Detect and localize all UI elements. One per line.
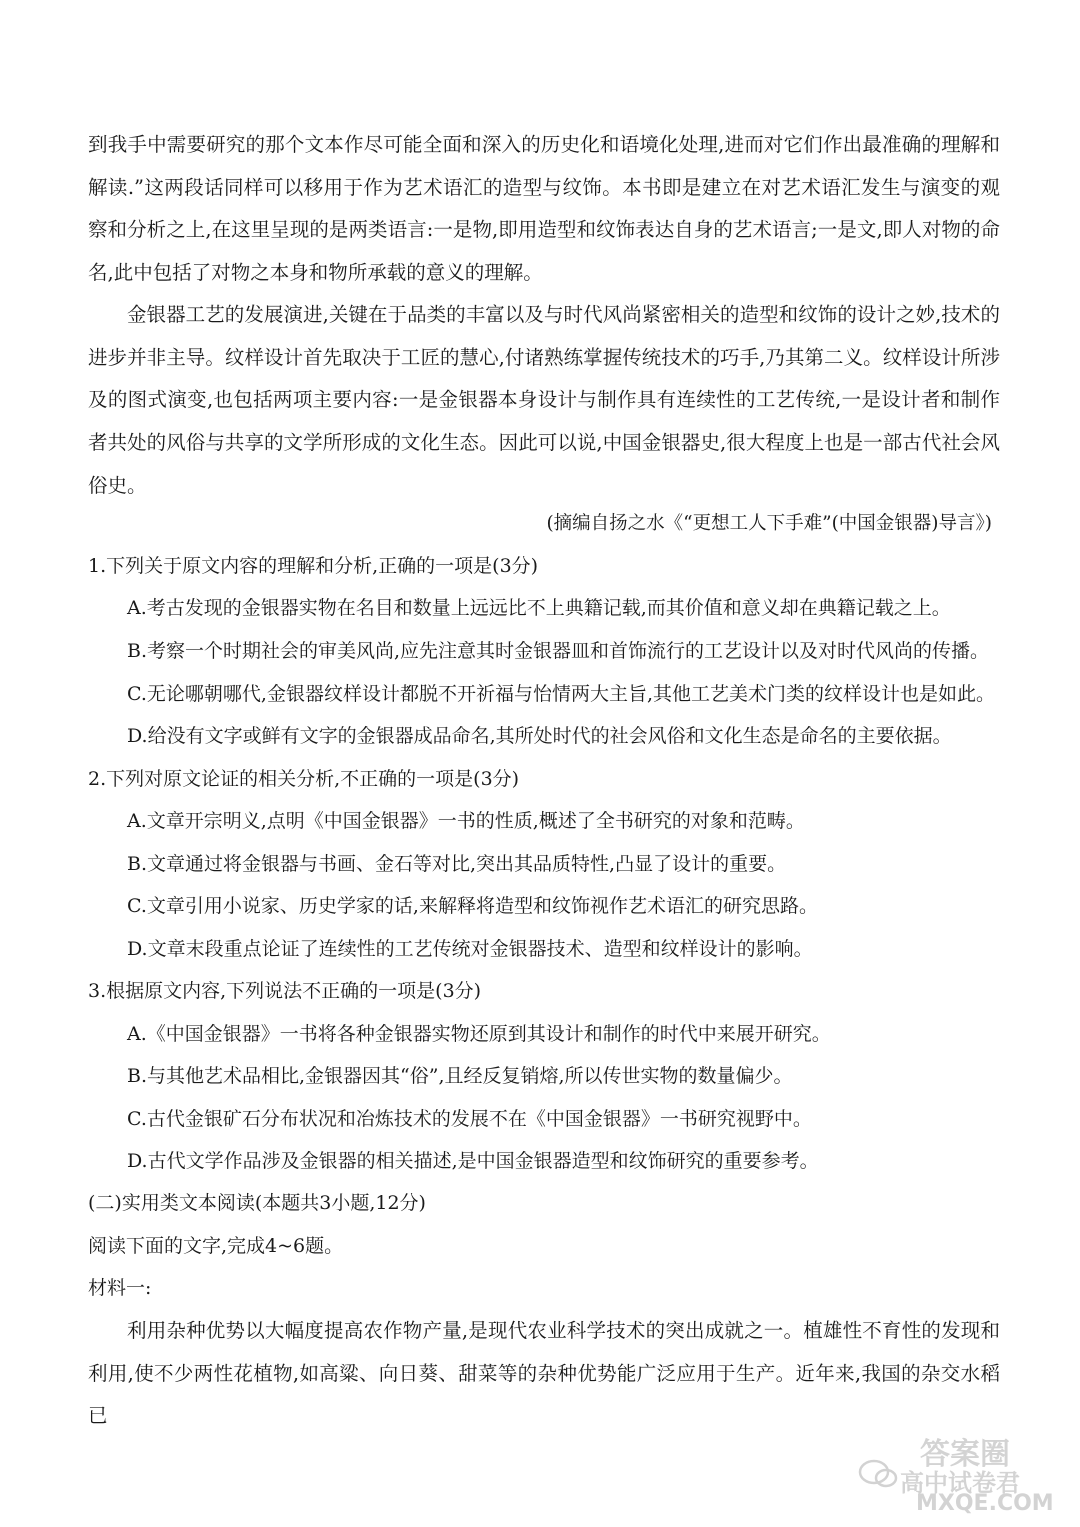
question-2-stem: 2.下列对原文论证的相关分析,不正确的一项是(3分) bbox=[88, 768, 520, 790]
section-2-instruction: 阅读下面的文字,完成4~6题。 bbox=[88, 1235, 344, 1257]
question-1-option-b: B.考察一个时期社会的审美风尚,应先注意其时金银器皿和首饰流行的工艺设计以及对时代风尚的传播。 bbox=[127, 640, 990, 662]
watermark-logo-text: 答案圈 bbox=[920, 1437, 1010, 1472]
section-2-heading: (二)实用类文本阅读(本题共3小题,12分) bbox=[88, 1192, 426, 1214]
question-2-option-b: B.文章通过将金银器与书画、金石等对比,突出其品质特性,凸显了设计的重要。 bbox=[127, 853, 787, 875]
material-1-label: 材料一: bbox=[88, 1277, 152, 1299]
passage-paragraph-1: 到我手中需要研究的那个文本作尽可能全面和深入的历史化和语境化处理,进而对它们作出最准确的理解和解读.”这两段话同样可以移用于作为艺术语汇的造型与纹饰。本书即是建立在对艺术语汇发生与演变的观察和分析之上,在这里呈现的是两类语言:一是物,即用造型和纹饰表达自身的艺术语言;一是文,即人对物的命名,此中包括了对物之本身和物所承载的意义的理解。 bbox=[88, 133, 1000, 285]
passage-paragraph-2: 金银器工艺的发展演进,关键在于品类的丰富以及与时代风尚紧密相关的造型和纹饰的设计之妙,技术的进步并非主导。纹样设计首先取决于工匠的慧心,付诸熟练掌握传统技术的巧手,乃其第二义。纹样设计所涉及的图式演变,也包括两项主要内容:一是金银器本身设计与制作具有连续性的工艺传统,一是设计者和制作者共处的风俗与共享的文学所形成的文化生态。因此可以说,中国金银器史,很大程度上也是一部古代社会风俗史。 bbox=[88, 303, 1000, 497]
question-3-option-a: A.《中国金银器》一书将各种金银器实物还原到其设计和制作的时代中来展开研究。 bbox=[127, 1023, 831, 1045]
question-1-stem: 1.下列关于原文内容的理解和分析,正确的一项是(3分) bbox=[88, 555, 539, 577]
chat-bubble-icon bbox=[858, 1459, 898, 1489]
question-1-option-a: A.考古发现的金银器实物在名目和数量上远远比不上典籍记载,而其价值和意义却在典籍记载之上。 bbox=[127, 597, 951, 619]
question-2-option-d: D.文章末段重点论证了连续性的工艺传统对金银器技术、造型和纹样设计的影响。 bbox=[127, 938, 813, 960]
question-3-option-d: D.古代文学作品涉及金银器的相关描述,是中国金银器造型和纹饰研究的重要参考。 bbox=[127, 1150, 819, 1172]
passage-source: (摘编自扬之水《“更想工人下手难”(中国金银器)导言》) bbox=[546, 513, 992, 534]
question-3-option-b: B.与其他艺术品相比,金银器因其“俗”,且经反复销熔,所以传世实物的数量偏少。 bbox=[127, 1065, 793, 1087]
question-2-option-a: A.文章开宗明义,点明《中国金银器》一书的性质,概述了全书研究的对象和范畴。 bbox=[127, 810, 805, 832]
question-3-option-c: C.古代金银矿石分布状况和冶炼技术的发展不在《中国金银器》一书研究视野中。 bbox=[127, 1108, 812, 1130]
watermark-site-url: MXQE.COM bbox=[916, 1491, 1054, 1516]
question-2-option-c: C.文章引用小说家、历史学家的话,来解释将造型和纹饰视作艺术语汇的研究思路。 bbox=[127, 895, 818, 917]
question-3-stem: 3.根据原文内容,下列说法不正确的一项是(3分) bbox=[88, 980, 482, 1002]
watermark-account-name: 高中试卷君 bbox=[900, 1469, 1020, 1497]
question-1-option-d: D.给没有文字或鲜有文字的金银器成品命名,其所处时代的社会风俗和文化生态是命名的主要依据。 bbox=[127, 725, 952, 747]
material-1-text: 利用杂种优势以大幅度提高农作物产量,是现代农业科学技术的突出成就之一。植雄性不育性的发现和利用,使不少两性花植物,如高粱、向日葵、甜菜等的杂种优势能广泛应用于生产。近年来,我国的杂交水稻已 bbox=[88, 1319, 1000, 1428]
question-1-option-c: C.无论哪朝哪代,金银器纹样设计都脱不开祈福与怡情两大主旨,其他工艺美术门类的纹样设计也是如此。 bbox=[127, 683, 995, 705]
site-watermark bbox=[850, 1429, 1054, 1519]
